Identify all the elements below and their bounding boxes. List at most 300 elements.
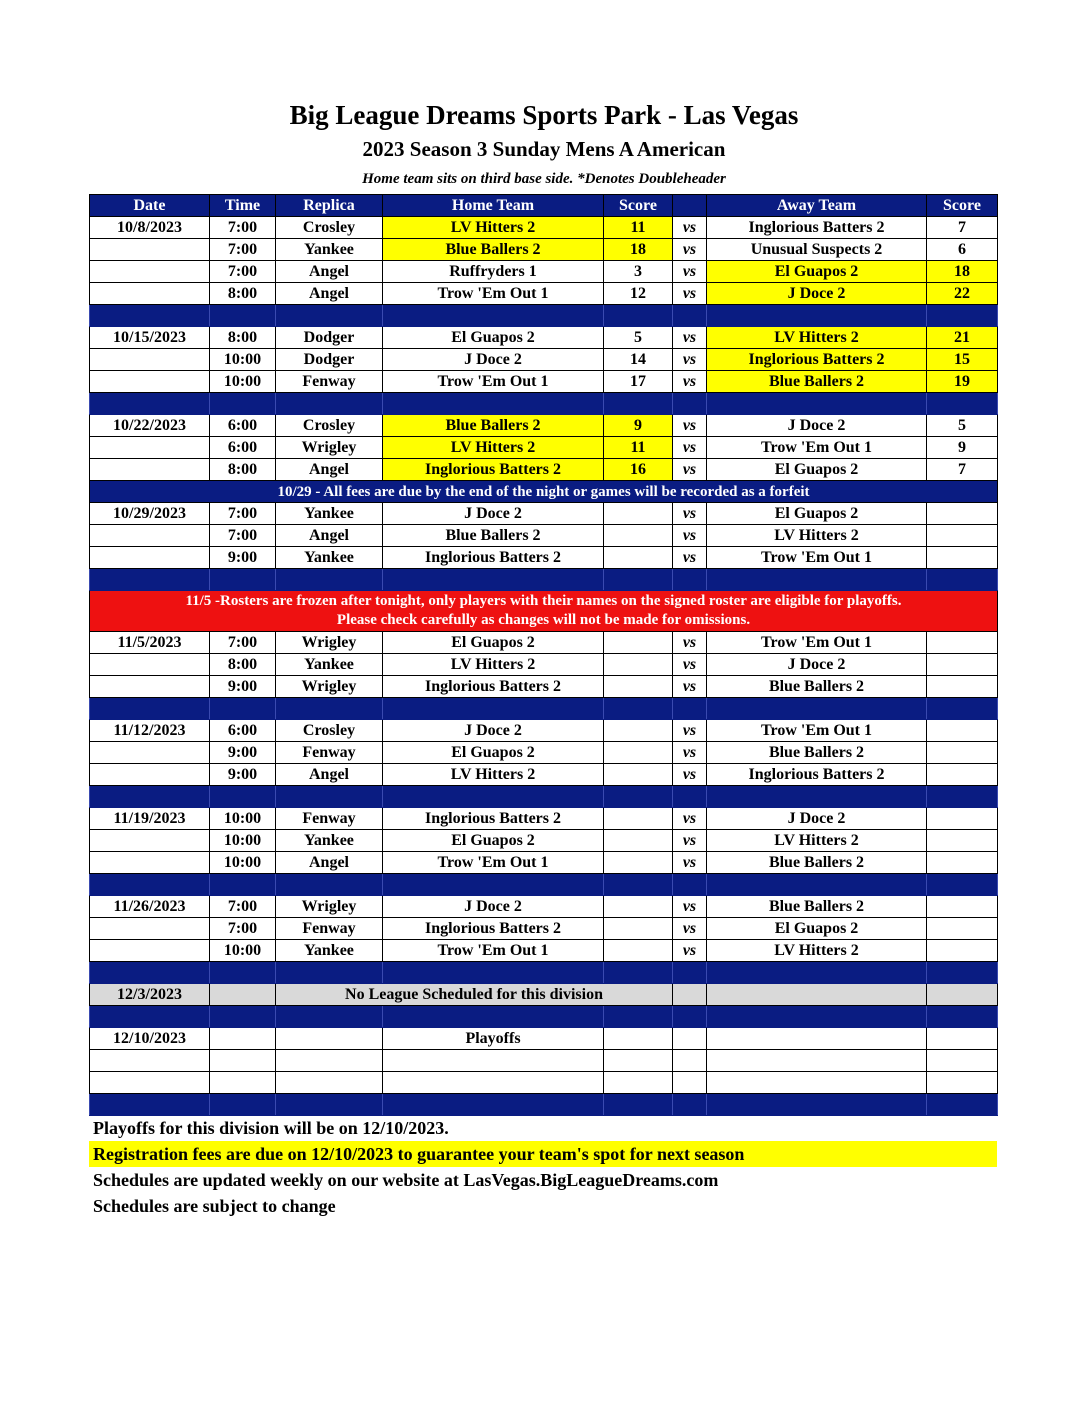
cell-home-team: LV Hitters 2 xyxy=(383,437,604,459)
cell-vs: vs xyxy=(673,239,707,261)
separator-cell xyxy=(383,393,604,415)
cell-replica: Dodger xyxy=(276,349,383,371)
page-subtitle: 2023 Season 3 Sunday Mens A American xyxy=(362,137,726,161)
cell-away-score: 6 xyxy=(927,239,998,261)
roster-notice-line2: Please check carefully as changes will not be made for omissions. xyxy=(336,612,751,628)
cell-date xyxy=(90,676,210,698)
cell-time: 9:00 xyxy=(210,742,276,764)
cell-replica: Fenway xyxy=(276,808,383,830)
cell-time: 8:00 xyxy=(210,654,276,676)
cell-away-score xyxy=(927,764,998,786)
separator-cell xyxy=(276,786,383,808)
cell-date xyxy=(90,654,210,676)
cell-date xyxy=(90,459,210,481)
cell-away-score xyxy=(927,1072,998,1094)
cell-replica: Crosley xyxy=(276,217,383,239)
table-row xyxy=(90,261,998,283)
separator-cell xyxy=(383,874,604,896)
separator-cell xyxy=(673,962,707,984)
separator-cell xyxy=(210,1094,276,1116)
separator-cell xyxy=(707,569,927,591)
column-header-replica: Replica xyxy=(276,195,383,217)
cell-replica: Angel xyxy=(276,459,383,481)
cell-time: 7:00 xyxy=(210,261,276,283)
separator-cell xyxy=(604,1006,673,1028)
cell-date: 10/8/2023 xyxy=(90,217,210,239)
cell-home-score: 18 xyxy=(604,239,673,261)
separator-row xyxy=(90,393,998,415)
cell-away-team: Trow 'Em Out 1 xyxy=(707,632,927,654)
cell-vs: vs xyxy=(673,720,707,742)
separator-cell xyxy=(383,1006,604,1028)
cell-away-score xyxy=(927,940,998,962)
separator-cell xyxy=(276,305,383,327)
cell-date: 12/10/2023 xyxy=(90,1028,210,1050)
table-row xyxy=(90,327,998,349)
cell-away-team: Inglorious Batters 2 xyxy=(707,764,927,786)
cell-date: 11/19/2023 xyxy=(90,808,210,830)
table-row xyxy=(90,918,998,940)
cell-date xyxy=(90,525,210,547)
cell-date xyxy=(90,852,210,874)
cell-home-score: 12 xyxy=(604,283,673,305)
cell-date xyxy=(90,547,210,569)
separator-cell xyxy=(90,786,210,808)
no-league-row xyxy=(90,984,998,1006)
cell-home-score: 16 xyxy=(604,459,673,481)
cell-home-team: Inglorious Batters 2 xyxy=(383,459,604,481)
cell-away-score: 9 xyxy=(927,437,998,459)
cell-away-team: El Guapos 2 xyxy=(707,918,927,940)
cell-away-team: J Doce 2 xyxy=(707,808,927,830)
column-header-time: Time xyxy=(210,195,276,217)
cell-home-team: J Doce 2 xyxy=(383,720,604,742)
cell-time xyxy=(210,984,276,1006)
cell-vs xyxy=(673,984,707,1006)
cell-time: 6:00 xyxy=(210,415,276,437)
table-row xyxy=(90,371,998,393)
table-row xyxy=(90,547,998,569)
cell-home-team: El Guapos 2 xyxy=(383,327,604,349)
cell-vs: vs xyxy=(673,459,707,481)
table-row xyxy=(90,1072,998,1094)
cell-away-team: LV Hitters 2 xyxy=(707,940,927,962)
separator-cell xyxy=(927,393,998,415)
separator-cell xyxy=(276,962,383,984)
cell-away-team xyxy=(707,1050,927,1072)
cell-date xyxy=(90,239,210,261)
cell-home-score xyxy=(604,918,673,940)
cell-replica: Wrigley xyxy=(276,632,383,654)
cell-home-team: Inglorious Batters 2 xyxy=(383,918,604,940)
cell-home-score xyxy=(604,676,673,698)
separator-cell xyxy=(90,1006,210,1028)
cell-home-score xyxy=(604,654,673,676)
separator-cell xyxy=(673,786,707,808)
cell-away-team: Blue Ballers 2 xyxy=(707,896,927,918)
separator-cell xyxy=(707,393,927,415)
cell-time: 8:00 xyxy=(210,327,276,349)
cell-home-team: Blue Ballers 2 xyxy=(383,415,604,437)
cell-away-team: El Guapos 2 xyxy=(707,459,927,481)
table-row xyxy=(90,525,998,547)
cell-home-team: Trow 'Em Out 1 xyxy=(383,283,604,305)
cell-away-team: J Doce 2 xyxy=(707,654,927,676)
cell-away-score: 7 xyxy=(927,217,998,239)
cell-vs: vs xyxy=(673,217,707,239)
separator-cell xyxy=(90,393,210,415)
separator-cell xyxy=(673,393,707,415)
cell-away-team: Blue Ballers 2 xyxy=(707,676,927,698)
cell-replica: Fenway xyxy=(276,918,383,940)
separator-cell xyxy=(276,874,383,896)
cell-replica: Crosley xyxy=(276,415,383,437)
cell-away-score: 21 xyxy=(927,327,998,349)
cell-home-team: J Doce 2 xyxy=(383,896,604,918)
separator-cell xyxy=(927,1006,998,1028)
cell-home-team: El Guapos 2 xyxy=(383,632,604,654)
roster-notice-line1: 11/5 -Rosters are frozen after tonight, only players with their names on the signed roster are eligible for playoffs. xyxy=(185,593,902,609)
cell-away-team: Trow 'Em Out 1 xyxy=(707,720,927,742)
separator-cell xyxy=(707,698,927,720)
cell-home-score: 11 xyxy=(604,217,673,239)
separator-cell xyxy=(90,962,210,984)
table-row xyxy=(90,830,998,852)
cell-date: 10/22/2023 xyxy=(90,415,210,437)
cell-away-score xyxy=(927,676,998,698)
separator-cell xyxy=(673,305,707,327)
table-row xyxy=(90,437,998,459)
cell-away-score xyxy=(927,830,998,852)
cell-replica: Yankee xyxy=(276,239,383,261)
cell-home-score xyxy=(604,808,673,830)
separator-cell xyxy=(927,698,998,720)
cell-time: 9:00 xyxy=(210,676,276,698)
cell-time: 10:00 xyxy=(210,371,276,393)
cell-date: 12/3/2023 xyxy=(90,984,210,1006)
cell-home-score xyxy=(604,1028,673,1050)
cell-away-score xyxy=(927,720,998,742)
cell-replica: Fenway xyxy=(276,742,383,764)
cell-away-score xyxy=(927,547,998,569)
cell-time: 10:00 xyxy=(210,940,276,962)
cell-time: 6:00 xyxy=(210,437,276,459)
cell-away-score xyxy=(927,1050,998,1072)
separator-cell xyxy=(383,962,604,984)
table-row xyxy=(90,654,998,676)
cell-home-score xyxy=(604,896,673,918)
cell-home-score: 14 xyxy=(604,349,673,371)
cell-home-team: Trow 'Em Out 1 xyxy=(383,852,604,874)
cell-home-score xyxy=(604,742,673,764)
cell-date xyxy=(90,764,210,786)
separator-cell xyxy=(210,1006,276,1028)
cell-away-team: Unusual Suspects 2 xyxy=(707,239,927,261)
cell-away-team: LV Hitters 2 xyxy=(707,830,927,852)
cell-home-team: LV Hitters 2 xyxy=(383,764,604,786)
fee-notice-text: 10/29 - All fees are due by the end of the night or games will be recorded as a forfeit xyxy=(90,481,998,503)
table-row xyxy=(90,459,998,481)
cell-away-score xyxy=(927,632,998,654)
table-row xyxy=(90,940,998,962)
table-row xyxy=(90,1050,998,1072)
separator-row xyxy=(90,305,998,327)
separator-cell xyxy=(927,569,998,591)
separator-row xyxy=(90,874,998,896)
cell-time: 6:00 xyxy=(210,720,276,742)
cell-vs: vs xyxy=(673,349,707,371)
cell-home-score: 11 xyxy=(604,437,673,459)
cell-home-score: 5 xyxy=(604,327,673,349)
cell-time: 9:00 xyxy=(210,764,276,786)
footer-change-note: Schedules are subject to change xyxy=(93,1196,336,1216)
cell-date xyxy=(90,437,210,459)
table-row xyxy=(90,720,998,742)
cell-home-score xyxy=(604,503,673,525)
cell-away-team: Inglorious Batters 2 xyxy=(707,349,927,371)
separator-cell xyxy=(90,569,210,591)
column-header-away-team: Away Team xyxy=(707,195,927,217)
cell-home-score xyxy=(604,632,673,654)
separator-cell xyxy=(604,393,673,415)
table-row xyxy=(90,283,998,305)
cell-away-team: Trow 'Em Out 1 xyxy=(707,437,927,459)
separator-cell xyxy=(927,786,998,808)
separator-cell xyxy=(383,698,604,720)
page-title: Big League Dreams Sports Park - Las Vegas xyxy=(289,100,799,130)
separator-row xyxy=(90,569,998,591)
cell-replica: Dodger xyxy=(276,327,383,349)
cell-date xyxy=(90,918,210,940)
cell-date xyxy=(90,1050,210,1072)
cell-time: 7:00 xyxy=(210,503,276,525)
cell-replica: Yankee xyxy=(276,547,383,569)
schedule-note: Home team sits on third base side. *Denotes Doubleheader xyxy=(362,171,726,187)
cell-replica: Angel xyxy=(276,283,383,305)
table-row xyxy=(90,808,998,830)
cell-time: 8:00 xyxy=(210,459,276,481)
cell-date xyxy=(90,283,210,305)
cell-time: 8:00 xyxy=(210,283,276,305)
cell-home-team xyxy=(383,1072,604,1094)
cell-time: 7:00 xyxy=(210,239,276,261)
cell-home-score: 17 xyxy=(604,371,673,393)
separator-cell xyxy=(383,569,604,591)
table-row xyxy=(90,764,998,786)
separator-cell xyxy=(276,569,383,591)
separator-cell xyxy=(90,698,210,720)
cell-time xyxy=(210,1028,276,1050)
cell-vs xyxy=(673,1028,707,1050)
column-header-vs xyxy=(673,195,707,217)
schedule-table xyxy=(89,194,998,1116)
cell-home-team: J Doce 2 xyxy=(383,503,604,525)
column-header-away-score: Score xyxy=(927,195,998,217)
table-row xyxy=(90,1028,998,1050)
separator-cell xyxy=(210,874,276,896)
cell-away-score xyxy=(927,808,998,830)
cell-home-score xyxy=(604,940,673,962)
cell-home-team: LV Hitters 2 xyxy=(383,217,604,239)
cell-date: 11/12/2023 xyxy=(90,720,210,742)
separator-cell xyxy=(707,1006,927,1028)
cell-replica: Wrigley xyxy=(276,676,383,698)
cell-vs: vs xyxy=(673,654,707,676)
cell-away-team: Blue Ballers 2 xyxy=(707,371,927,393)
cell-replica: Crosley xyxy=(276,720,383,742)
cell-away-team: LV Hitters 2 xyxy=(707,327,927,349)
cell-home-team: Inglorious Batters 2 xyxy=(383,808,604,830)
cell-vs: vs xyxy=(673,437,707,459)
cell-date xyxy=(90,830,210,852)
cell-replica: Angel xyxy=(276,852,383,874)
separator-cell xyxy=(90,1094,210,1116)
cell-away-score xyxy=(927,742,998,764)
separator-cell xyxy=(210,962,276,984)
cell-home-score xyxy=(604,852,673,874)
cell-date xyxy=(90,1072,210,1094)
separator-row xyxy=(90,786,998,808)
cell-home-score: 9 xyxy=(604,415,673,437)
separator-cell xyxy=(673,874,707,896)
separator-cell xyxy=(673,1094,707,1116)
cell-vs: vs xyxy=(673,676,707,698)
cell-time: 10:00 xyxy=(210,830,276,852)
cell-date xyxy=(90,261,210,283)
cell-replica: Yankee xyxy=(276,503,383,525)
cell-home-score xyxy=(604,1072,673,1094)
cell-date xyxy=(90,371,210,393)
cell-replica: Yankee xyxy=(276,830,383,852)
cell-time: 7:00 xyxy=(210,918,276,940)
column-header-date: Date xyxy=(90,195,210,217)
separator-cell xyxy=(276,1094,383,1116)
cell-away-score xyxy=(927,525,998,547)
cell-vs: vs xyxy=(673,415,707,437)
table-header-row xyxy=(90,195,998,217)
cell-date: 11/26/2023 xyxy=(90,896,210,918)
cell-away-team xyxy=(707,1028,927,1050)
cell-away-team: El Guapos 2 xyxy=(707,503,927,525)
roster-notice-cell xyxy=(90,591,998,632)
cell-replica: Wrigley xyxy=(276,896,383,918)
table-row xyxy=(90,632,998,654)
cell-vs: vs xyxy=(673,764,707,786)
cell-home-team: Inglorious Batters 2 xyxy=(383,547,604,569)
separator-cell xyxy=(604,962,673,984)
cell-time: 7:00 xyxy=(210,632,276,654)
cell-home-score: 3 xyxy=(604,261,673,283)
cell-replica: Yankee xyxy=(276,654,383,676)
cell-vs: vs xyxy=(673,371,707,393)
table-row xyxy=(90,503,998,525)
cell-away-score: 15 xyxy=(927,349,998,371)
cell-replica: Wrigley xyxy=(276,437,383,459)
column-header-home-team: Home Team xyxy=(383,195,604,217)
separator-cell xyxy=(383,1094,604,1116)
cell-away-score xyxy=(927,984,998,1006)
table-row xyxy=(90,415,998,437)
separator-cell xyxy=(927,305,998,327)
separator-cell xyxy=(604,1094,673,1116)
cell-vs: vs xyxy=(673,261,707,283)
cell-away-team: Inglorious Batters 2 xyxy=(707,217,927,239)
cell-vs xyxy=(673,1072,707,1094)
separator-cell xyxy=(673,569,707,591)
cell-away-score xyxy=(927,896,998,918)
column-header-home-score: Score xyxy=(604,195,673,217)
separator-row xyxy=(90,698,998,720)
separator-cell xyxy=(604,786,673,808)
table-row xyxy=(90,217,998,239)
cell-home-team: Trow 'Em Out 1 xyxy=(383,940,604,962)
cell-date xyxy=(90,742,210,764)
cell-replica: Angel xyxy=(276,525,383,547)
cell-away-score: 7 xyxy=(927,459,998,481)
cell-home-score xyxy=(604,525,673,547)
cell-away-score: 22 xyxy=(927,283,998,305)
separator-cell xyxy=(90,305,210,327)
separator-cell xyxy=(210,569,276,591)
cell-vs: vs xyxy=(673,283,707,305)
cell-replica: Fenway xyxy=(276,371,383,393)
separator-cell xyxy=(604,569,673,591)
cell-vs: vs xyxy=(673,830,707,852)
cell-home-team: Playoffs xyxy=(383,1028,604,1050)
cell-away-team: J Doce 2 xyxy=(707,415,927,437)
cell-time: 7:00 xyxy=(210,217,276,239)
cell-away-score xyxy=(927,918,998,940)
separator-cell xyxy=(90,874,210,896)
separator-cell xyxy=(707,786,927,808)
cell-time: 9:00 xyxy=(210,547,276,569)
separator-cell xyxy=(210,305,276,327)
cell-home-team: Trow 'Em Out 1 xyxy=(383,371,604,393)
cell-away-team xyxy=(707,984,927,1006)
cell-vs: vs xyxy=(673,742,707,764)
cell-vs: vs xyxy=(673,808,707,830)
separator-row xyxy=(90,1094,998,1116)
cell-vs: vs xyxy=(673,327,707,349)
cell-replica xyxy=(276,1028,383,1050)
roster-notice-row xyxy=(90,591,998,632)
separator-cell xyxy=(210,786,276,808)
separator-cell xyxy=(210,393,276,415)
separator-cell xyxy=(927,1094,998,1116)
cell-vs: vs xyxy=(673,918,707,940)
cell-time: 10:00 xyxy=(210,808,276,830)
cell-home-team: Inglorious Batters 2 xyxy=(383,676,604,698)
separator-cell xyxy=(927,962,998,984)
cell-home-score xyxy=(604,547,673,569)
footer-playoffs-note: Playoffs for this division will be on 12/10/2023. xyxy=(93,1118,449,1138)
separator-cell xyxy=(276,1006,383,1028)
cell-time: 7:00 xyxy=(210,896,276,918)
separator-cell xyxy=(673,1006,707,1028)
cell-home-team: El Guapos 2 xyxy=(383,742,604,764)
cell-away-team: El Guapos 2 xyxy=(707,261,927,283)
cell-vs: vs xyxy=(673,525,707,547)
cell-away-score: 19 xyxy=(927,371,998,393)
cell-date xyxy=(90,940,210,962)
footer-website-note: Schedules are updated weekly on our website at LasVegas.BigLeagueDreams.com xyxy=(93,1170,719,1190)
separator-cell xyxy=(276,393,383,415)
separator-cell xyxy=(707,874,927,896)
no-league-text: No League Scheduled for this division xyxy=(276,984,673,1006)
cell-away-team: Trow 'Em Out 1 xyxy=(707,547,927,569)
cell-date: 11/5/2023 xyxy=(90,632,210,654)
cell-replica: Angel xyxy=(276,261,383,283)
